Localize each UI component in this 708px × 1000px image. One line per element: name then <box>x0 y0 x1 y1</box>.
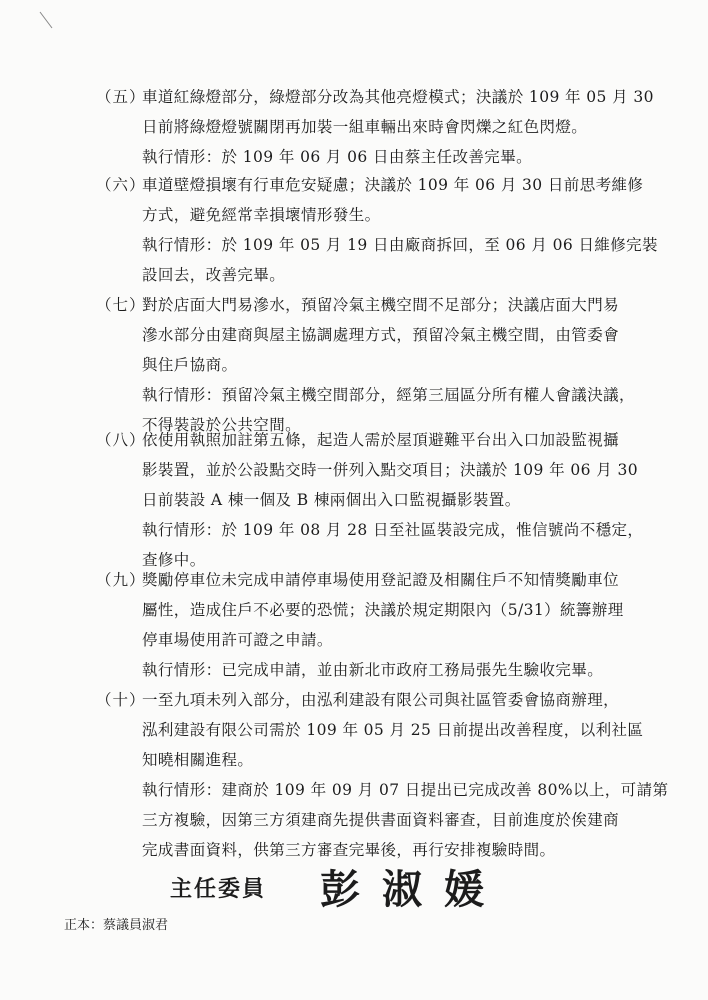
text-line: 屬性，造成住戶不必要的恐慌；決議於規定期限內（5/31）統籌辦理 <box>142 601 624 619</box>
item-number: （八） <box>96 431 146 449</box>
text-line: 車道壁燈損壞有行車危安疑慮；決議於 109 年 06 月 30 日前思考維修 <box>142 176 644 194</box>
text-line: 與住戶協商。 <box>142 356 238 374</box>
status-line: 執行情形：於 109 年 06 月 06 日由蔡主任改善完畢。 <box>142 148 532 166</box>
text-line: 泓利建設有限公司需於 109 年 05 月 25 日前提出改善程度，以利社區 <box>142 721 644 739</box>
signature-title: 主任委員 <box>170 876 267 902</box>
text-line: 停車場使用許可證之申請。 <box>142 631 333 649</box>
text-line: 日前將綠燈燈號關閉再加裝一組車輛出來時會閃爍之紅色閃燈。 <box>142 118 588 136</box>
item-body <box>142 170 676 290</box>
item-body <box>142 290 676 440</box>
item-body <box>142 82 676 172</box>
text-line: 完成書面資料，供第三方審查完畢後，再行安排複驗時間。 <box>142 841 556 859</box>
signature-block <box>170 860 590 920</box>
pen-mark-icon <box>38 10 56 32</box>
text-line: 方式，避免經常幸損壞情形發生。 <box>142 206 381 224</box>
text-line: 對於店面大門易滲水，預留冷氣主機空間不足部分；決議店面大門易 <box>142 296 620 314</box>
item-number: （五） <box>96 88 146 106</box>
status-line: 執行情形：建商於 109 年 09 月 07 日提出已完成改善 80%以上，可請第 <box>142 781 669 799</box>
text-line: 滲水部分由建商與屋主協調處理方式，預留冷氣主機空間，由管委會 <box>142 326 620 344</box>
item-body <box>142 565 676 685</box>
text-line: 影裝置，並於公設點交時一併列入點交項目；決議於 109 年 06 月 30 <box>142 461 638 479</box>
status-line: 執行情形：於 109 年 05 月 19 日由廠商拆回，至 06 月 06 日維修完裝 <box>142 236 658 254</box>
text-line: 日前裝設 A 棟一個及 B 棟兩個出入口監視攝影裝置。 <box>142 491 521 509</box>
status-line: 執行情形：於 109 年 08 月 28 日至社區裝設完成，惟信號尚不穩定， <box>142 521 644 539</box>
item-body <box>142 685 676 865</box>
item-number: （十） <box>96 691 146 709</box>
text-line: 設回去，改善完畢。 <box>142 266 286 284</box>
item-body <box>142 425 676 575</box>
status-line: 執行情形：已完成申請，並由新北市政府工務局張先生驗收完畢。 <box>142 661 604 679</box>
item-number: （九） <box>96 571 146 589</box>
copy-recipient: 正本：蔡議員淑君 <box>64 918 169 933</box>
text-line: 查修中。 <box>142 551 206 569</box>
text-line: 知曉相關進程。 <box>142 751 254 769</box>
signature-name: 彭淑媛 <box>320 866 506 913</box>
item-number: （七） <box>96 296 146 314</box>
text-line: 三方複驗，因第三方須建商先提供書面資料審查，目前進度於俟建商 <box>142 811 620 829</box>
text-line: 依使用執照加註第五條，起造人需於屋頂避難平台出入口加設監視攝 <box>142 431 620 449</box>
text-line: 車道紅綠燈部分，綠燈部分改為其他亮燈模式；決議於 109 年 05 月 30 <box>142 88 654 106</box>
text-line: 獎勵停車位未完成申請停車場使用登記證及相關住戶不知情獎勵車位 <box>142 571 620 589</box>
text-line: 不得裝設於公共空間。 <box>142 416 302 434</box>
item-number: （六） <box>96 176 146 194</box>
text-line: 一至九項未列入部分，由泓利建設有限公司與社區管委會協商辦理， <box>142 691 620 709</box>
status-line: 執行情形：預留冷氣主機空間部分，經第三屆區分所有權人會議決議， <box>142 386 635 404</box>
